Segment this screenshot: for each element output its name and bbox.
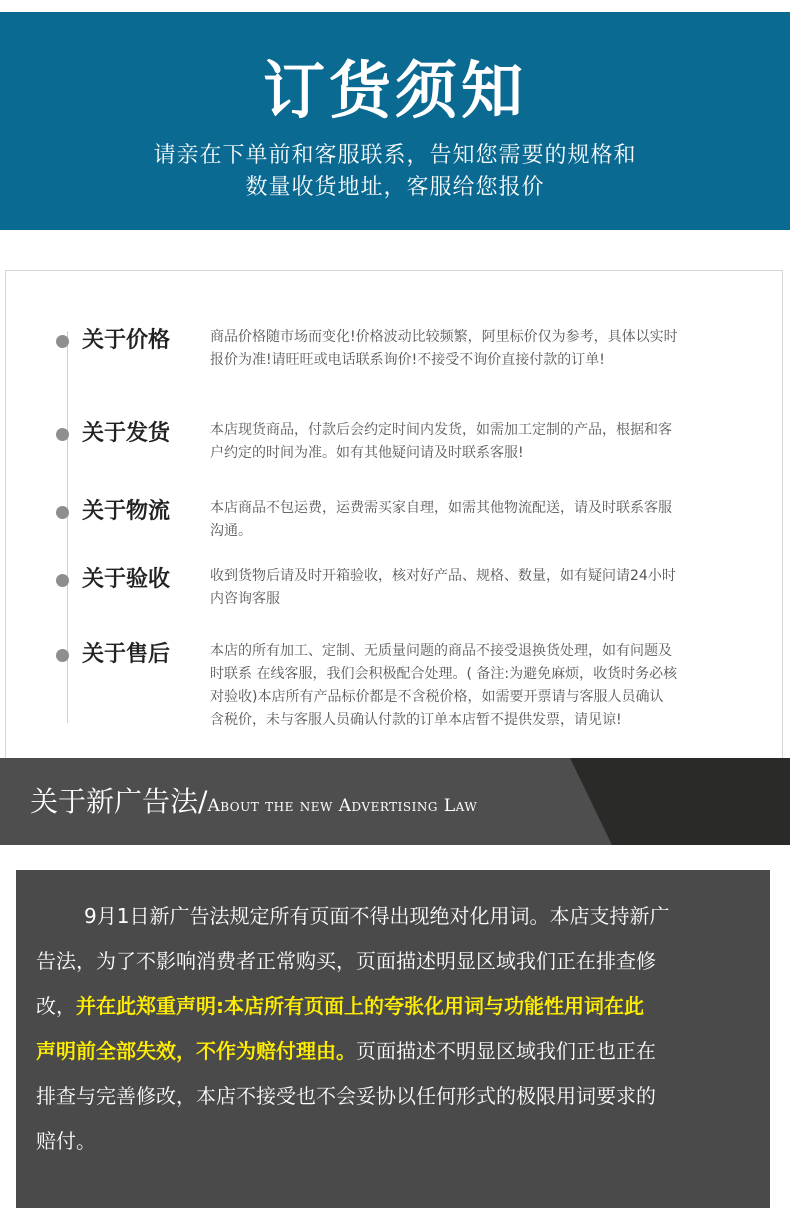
- item-text-line: 本店现货商品，付款后会约定时间内发货，如需加工定制的产品，根据和客: [210, 422, 672, 438]
- item-title: 关于售后: [82, 642, 171, 667]
- timeline-line: [67, 331, 68, 723]
- law-title-zh: 关于新广告法/: [30, 785, 208, 818]
- item-text-line: 对验收)本店所有产品标价都是不含税价格，如需要开票请与客服人员确认: [210, 689, 664, 705]
- item-title: 关于物流: [82, 499, 171, 524]
- info-card: [5, 270, 783, 762]
- notice-plain-text: 改，: [36, 994, 76, 1018]
- law-title-en: About the new Advertising Law: [207, 796, 478, 816]
- banner-subtitle: [0, 140, 790, 204]
- notice-highlight-text: 并在此郑重声明:本店所有页面上的夸张化用词与功能性用词在此: [76, 994, 644, 1018]
- item-text: [210, 419, 745, 465]
- bullet-dot: [56, 506, 69, 519]
- banner-subtitle-line: 请亲在下单前和客服联系，告知您需要的规格和: [153, 143, 637, 168]
- notice-line: [36, 1029, 756, 1074]
- notice-line: 赔付。: [36, 1129, 96, 1153]
- bullet-dot: [56, 649, 69, 662]
- notice-line: 9月1日新广告法规定所有页面不得出现绝对化用词。本店支持新广: [84, 904, 670, 928]
- notice-highlight-text: 声明前全部失效，不作为赔付理由。: [36, 1039, 356, 1063]
- notice-text: [36, 894, 756, 1164]
- notice-line: [36, 984, 756, 1029]
- order-notice-banner: [0, 12, 790, 230]
- item-title: 关于发货: [82, 421, 171, 446]
- item-title: 关于验收: [82, 567, 171, 592]
- bullet-dot: [56, 428, 69, 441]
- notice-plain-text: 页面描述不明显区域我们正也正在: [356, 1039, 656, 1063]
- item-text-line: 内咨询客服: [210, 591, 280, 607]
- advertising-law-title: [30, 782, 477, 822]
- notice-line: 排查与完善修改，本店不接受也不会妥协以任何形式的极限用词要求的: [36, 1084, 656, 1108]
- bullet-dot: [56, 574, 69, 587]
- item-text: [210, 565, 745, 611]
- item-text: [210, 326, 745, 372]
- bullet-dot: [56, 335, 69, 348]
- item-text-line: 本店商品不包运费，运费需买家自理，如需其他物流配送，请及时联系客服: [210, 500, 672, 516]
- item-text-line: 商品价格随市场而变化!价格波动比较频繁，阿里标价仅为参考，具体以实时: [210, 329, 678, 345]
- banner-subtitle-line: 数量收货地址，客服给您报价: [245, 175, 545, 200]
- advertising-law-header: [0, 758, 790, 845]
- item-text-line: 报价为准!请旺旺或电话联系询价!不接受不询价直接付款的订单!: [210, 352, 605, 368]
- item-text: [210, 497, 745, 543]
- notice-line: 告法，为了不影响消费者正常购买，页面描述明显区域我们正在排查修: [36, 949, 656, 973]
- item-text-line: 沟通。: [210, 523, 252, 539]
- item-text: [210, 640, 745, 732]
- item-title: 关于价格: [82, 328, 171, 353]
- item-text-line: 含税价，未与客服人员确认付款的订单本店暂不提供发票，请见谅!: [210, 712, 622, 728]
- banner-title: 订货须知: [262, 54, 527, 127]
- item-text-line: 时联系 在线客服，我们会积极配合处理。( 备注:为避免麻烦，收货时务必核: [210, 666, 678, 682]
- item-text-line: 本店的所有加工、定制、无质量问题的商品不接受退换货处理，如有问题及: [210, 643, 672, 659]
- advertising-notice-box: [16, 870, 770, 1208]
- item-text-line: 收到货物后请及时开箱验收，核对好产品、规格、数量，如有疑问请24小时: [210, 568, 676, 584]
- item-text-line: 户约定的时间为准。如有其他疑问请及时联系客服!: [210, 445, 524, 461]
